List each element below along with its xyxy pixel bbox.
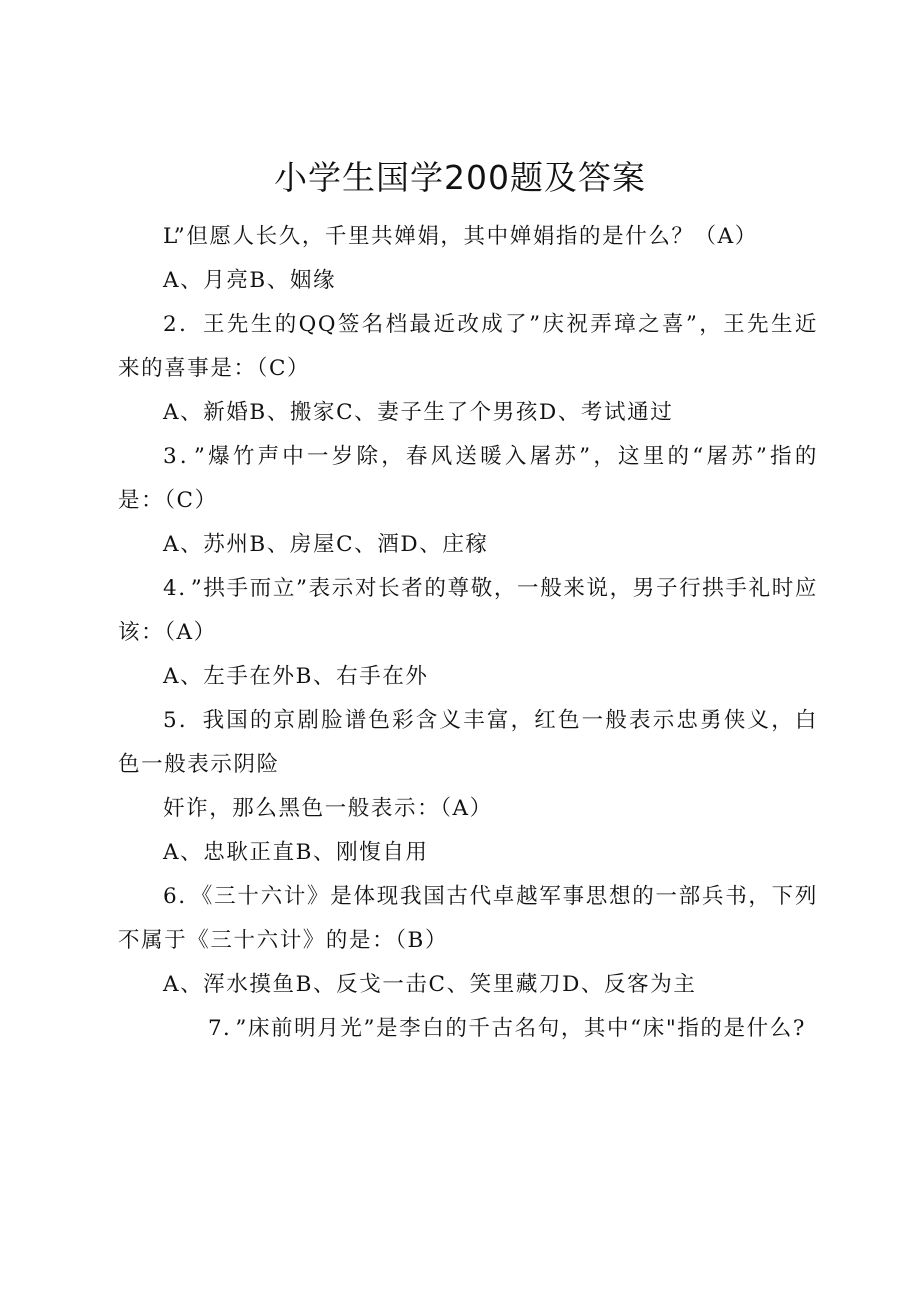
question-7 bbox=[118, 1007, 818, 1051]
question-5: 5．我国的京剧脸谱色彩含义丰富，红色一般表示忠勇侠义，白色一般表示阴险 bbox=[118, 708, 818, 777]
question-4: 4．”拱手而立”表示对长者的尊敬，一般来说，男子行拱手礼时应该：（A） bbox=[118, 576, 818, 645]
answer-options-6: A、浑水摸鱼B、反戈一击C、笑里藏刀D、反客为主 bbox=[163, 972, 697, 997]
answer-options-5: A、忠耿正直B、刚愎自用 bbox=[163, 840, 429, 865]
question-5-continued: 奸诈，那么黑色一般表示：（A） bbox=[163, 796, 493, 821]
question-1: L”但愿人长久，千里共婵娟，其中婵娟指的是什么？（A） bbox=[163, 224, 758, 249]
question-7-number: 7 bbox=[208, 1016, 224, 1041]
page-title: 小学生国学200题及答案 bbox=[274, 158, 646, 197]
answer-options-1: A、月亮B、姻缘 bbox=[163, 268, 337, 293]
answer-options-2: A、新婚B、搬家C、妻子生了个男孩D、考试通过 bbox=[163, 400, 674, 425]
question-2: 2．王先生的QQ签名档最近改成了”庆祝弄璋之喜”，王先生近来的喜事是：（C） bbox=[118, 312, 818, 381]
document-body bbox=[118, 215, 818, 1051]
answer-options-4: A、左手在外B、右手在外 bbox=[163, 664, 429, 689]
question-6: 6．《三十六计》是体现我国古代卓越军事思想的一部兵书，下列不属于《三十六计》的是：（B） bbox=[118, 884, 818, 953]
answer-options-3: A、苏州B、房屋C、酒D、庄稼 bbox=[163, 532, 489, 557]
question-7-text: ．”床前明月光”是李白的千古名句，其中“床"指的是什么? bbox=[223, 1016, 806, 1041]
question-3: 3．”爆竹声中一岁除，春风送暖入屠苏”，这里的“屠苏”指的是：（C） bbox=[118, 444, 818, 513]
